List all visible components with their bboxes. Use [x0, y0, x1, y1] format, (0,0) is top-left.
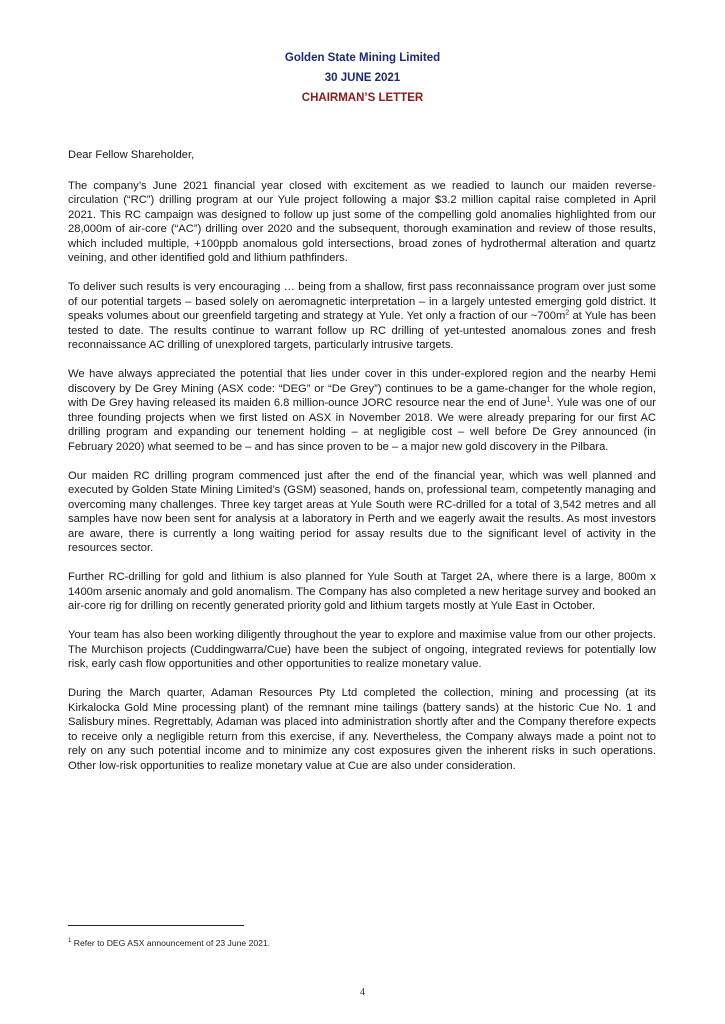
page-number: 4	[360, 987, 365, 998]
paragraph-3-part-b: . Yule was one of our three founding projects when we first listed on ASX in November 2018. We were already preparing for our first AC drilling program and expanding our tenement holding – at negligible cost – well before De Grey announced (in February 2020) what seemed to be – and has since proven to be – a major new gold discovery in the Pilbara.	[68, 397, 656, 453]
company-name: Golden State Mining Limited	[284, 52, 441, 64]
paragraph-5: Further RC-drilling for gold and lithium is also planned for Yule South at Target 2A, where there is a large, 800m x 1400m arsenic anomaly and gold anomalism. The Company has also completed a new heritage survey and booked an air-core rig for drilling on recently generated priority gold and lithium targets mostly at Yule East in October.	[68, 571, 656, 612]
paragraph-3	[68, 367, 656, 454]
footnote-divider	[68, 925, 244, 926]
paragraph-2	[68, 280, 656, 353]
footnote-marker: 1	[68, 938, 72, 945]
paragraph-2-part-a: To deliver such results is very encouraging … being from a shallow, first pass reconnaissance program over just some of our potential targets – based solely on aeromagnetic interpretation – in a largely untested emerging gold district. It speaks volumes about our greenfield targeting and strategy at Yule. Yet only a fraction of our ~700m	[68, 281, 656, 322]
letter-header	[0, 50, 725, 107]
letter-title: CHAIRMAN’S LETTER	[301, 92, 424, 104]
report-date: 30 JUNE 2021	[324, 72, 401, 84]
paragraph-6: Your team has also been working diligently throughout the year to explore and maximise value from our other projects. The Murchison projects (Cuddingwarra/Cue) have been the subject of ongoing, integrated reviews for potentially low risk, early cash flow opportunities and other opportunities to realize monetary value.	[68, 629, 656, 670]
salutation: Dear Fellow Shareholder,	[68, 149, 195, 161]
paragraph-1: The company’s June 2021 financial year closed with excitement as we readied to launch our maiden reverse-circulation (“RC”) drilling program at our Yule project following a major $3.2 million capital raise completed in April 2021. This RC campaign was designed to follow up just some of the compelling gold anomalies highlighted from our 28,000m of air-core (“AC”) drilling over 2020 and the subsequent, thorough examination and review of those results, which included multiple, +100ppb anomalous gold intersections, broad zones of hydrothermal alteration and quartz veining, and other identified gold and lithium pathfinders.	[68, 179, 656, 264]
paragraph-7: During the March quarter, Adaman Resources Pty Ltd completed the collection, mining and processing (at its Kirkalocka Gold Mine processing plant) of the remnant mine tailings (battery sands) at the historic Cue No. 1 and Salisbury mines. Regrettably, Adaman was placed into administration shortly after and the Company therefore expects to receive only a negligible return from this exercise, if any. Nevertheless, the Company always made a point not to rely on any such potential income and to minimize any cost exposures given the inherent risks in such operations. Other low-risk opportunities to realize monetary value at Cue are also under consideration.	[68, 687, 656, 772]
paragraph-4: Our maiden RC drilling program commenced just after the end of the financial year, which was well planned and executed by Golden State Mining Limited’s (GSM) seasoned, hands on, professional team, competently managing and overcoming many challenges. Three key target areas at Yule South were RC-drilled for a total of 3,542 metres and all samples have now been sent for analysis at a laboratory in Perth and we eagerly await the results. As most investors are aware, there is currently a long waiting period for assay results due to the significant level of activity in the resources sector.	[68, 469, 656, 554]
footnote-reference: 1	[546, 396, 551, 404]
footnote-text: Refer to DEG ASX announcement of 23 June 2021.	[71, 938, 271, 948]
paragraph-2-part-b: at Yule has been tested to date. The results continue to warrant follow up RC drilling of yet-untested anomalous zones and fresh reconnaissance AC drilling of unexplored targets, particularly intrusive targets.	[68, 310, 656, 351]
letter-body	[68, 148, 656, 788]
paragraph-3-part-a: We have always appreciated the potential that lies under cover in this under-explored region and the nearby Hemi discovery by De Grey Mining (ASX code: “DEG” or “De Grey”) continues to be a game-changer for the whole region, with De Grey having released its maiden 6.8 million-ounce JORC resource near the end of June	[68, 368, 656, 409]
footnote	[68, 938, 270, 948]
superscript-squared: 2	[565, 309, 570, 317]
